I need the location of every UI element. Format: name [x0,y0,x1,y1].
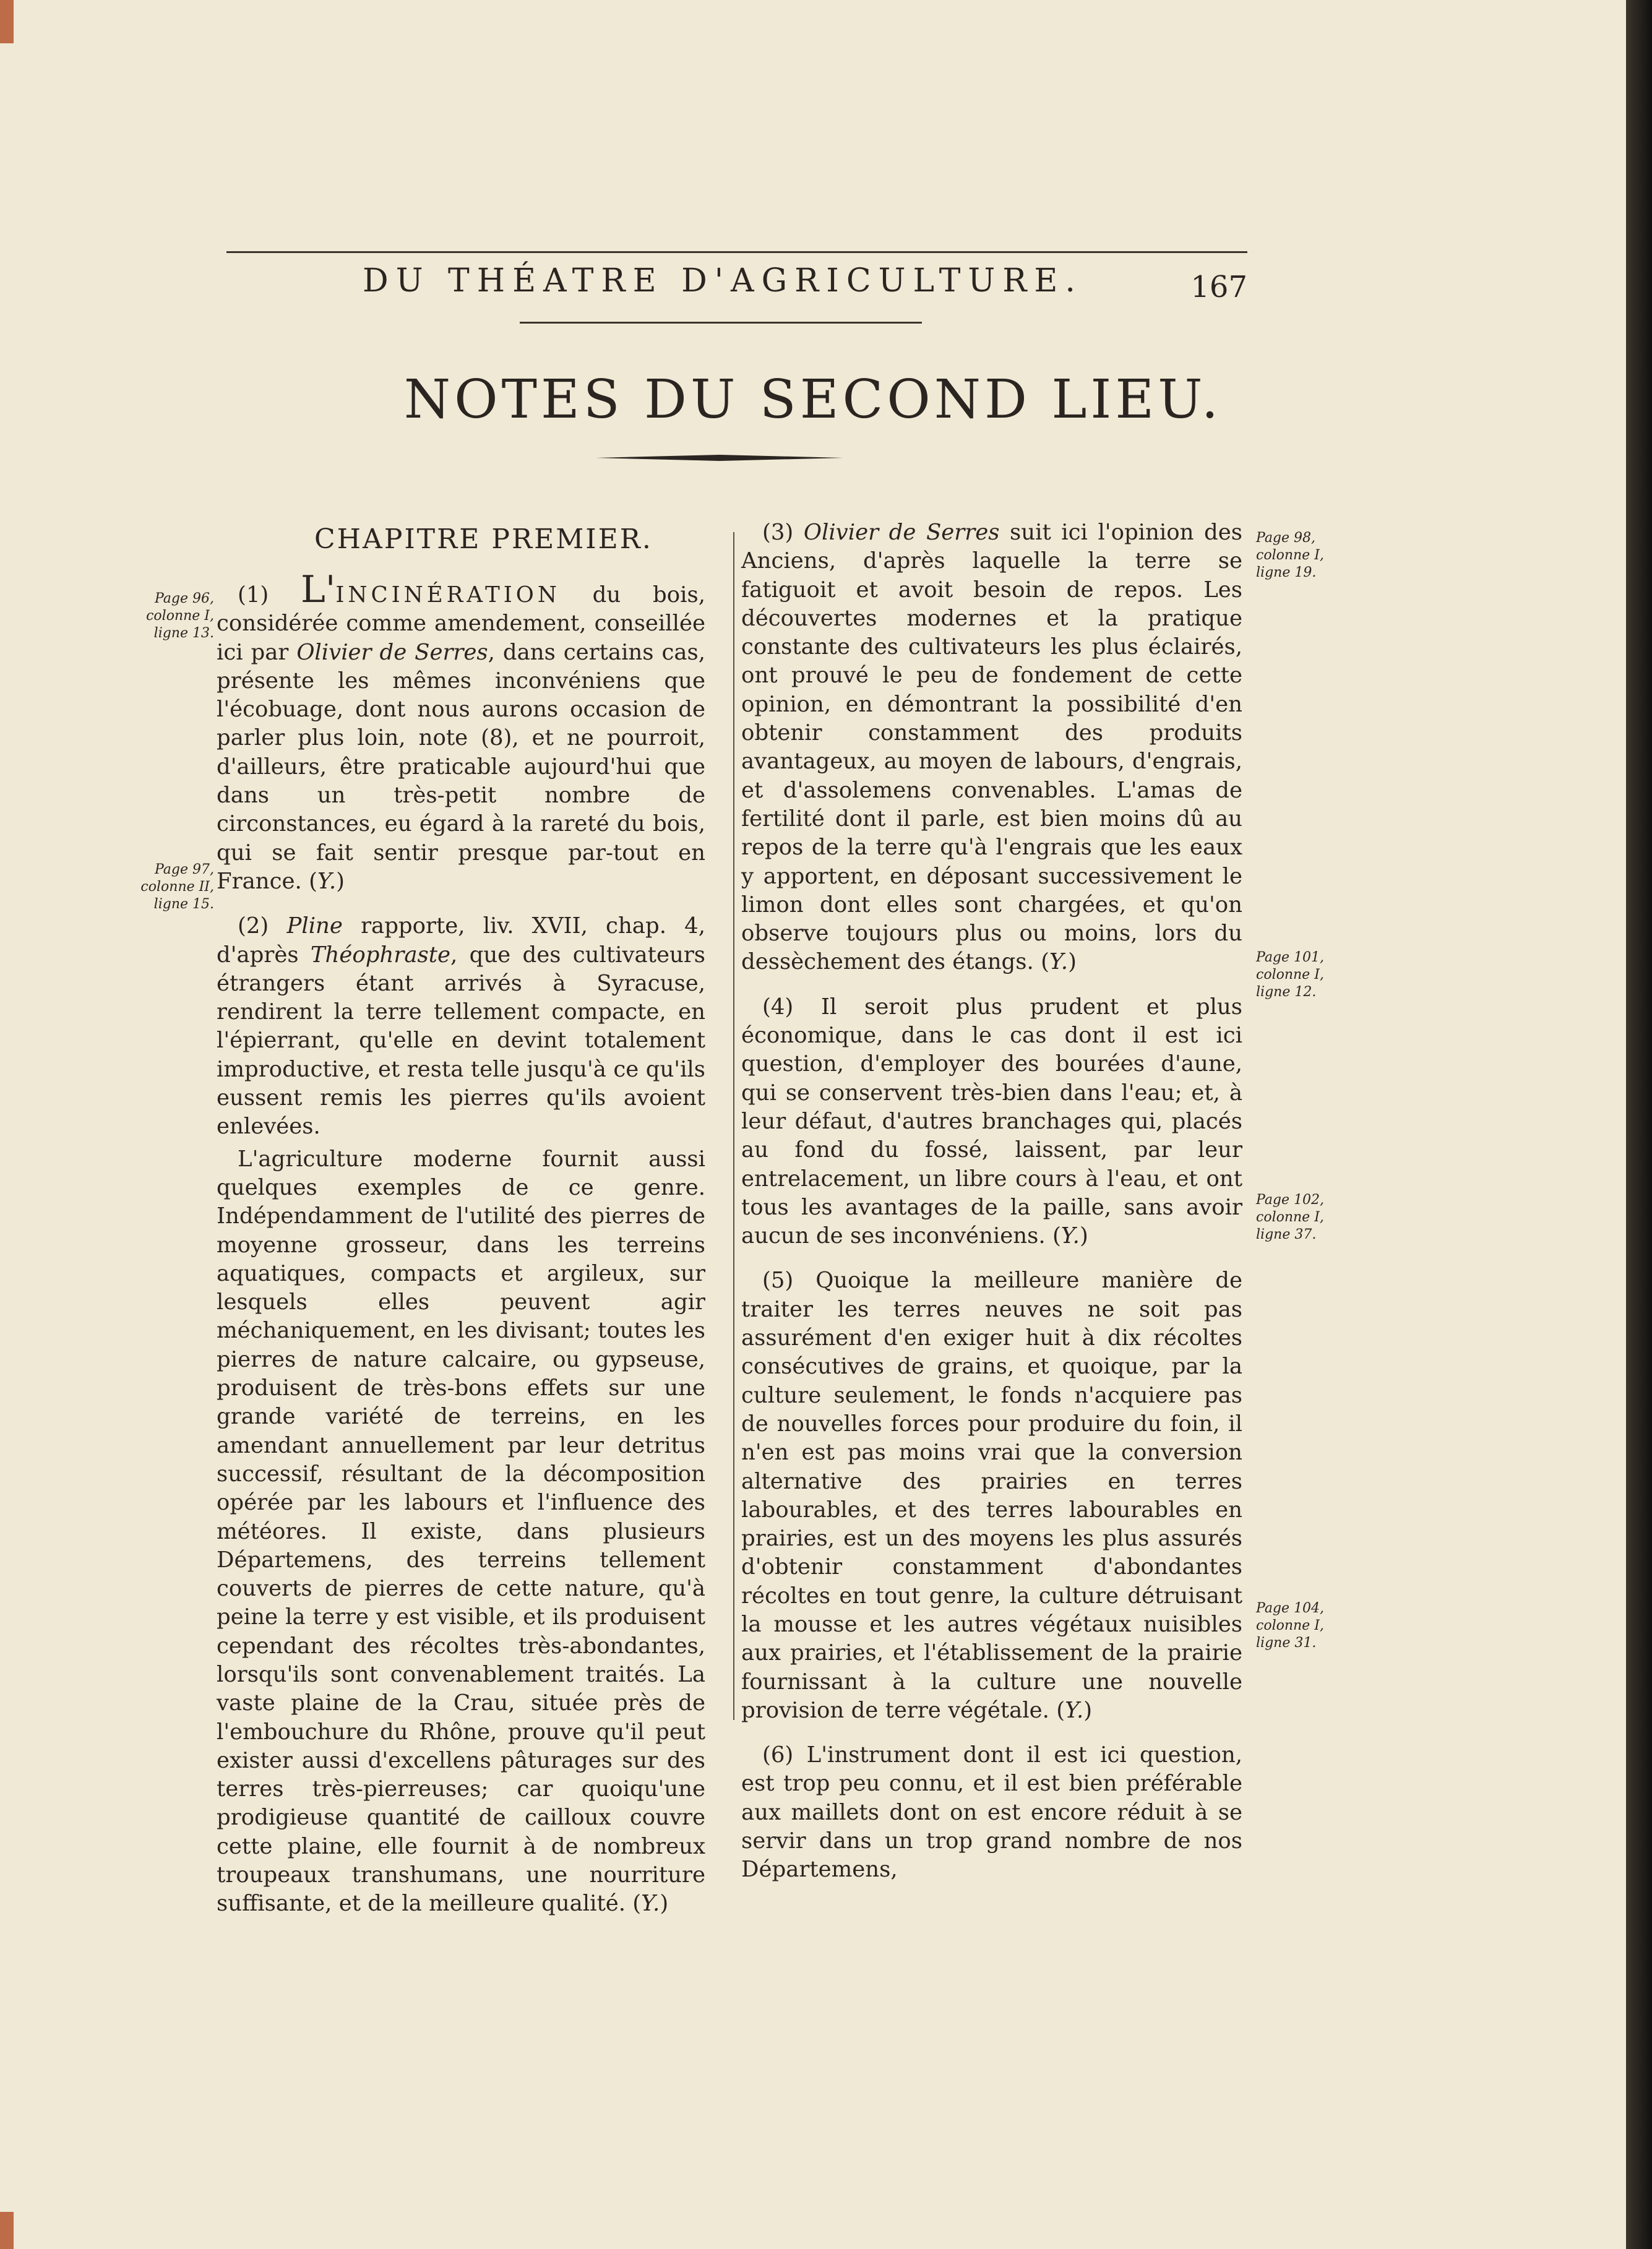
margin-note-6: Page 104, colonne I, ligne 31. [1256,1601,1325,1651]
column-divider [733,532,734,1720]
page-number: 167 [1190,270,1247,304]
margin-note-1: Page 96, colonne I, ligne 13. [146,591,214,641]
margin-note-4: Page 101, colonne I, ligne 12. [1256,950,1325,1000]
note-2: (2) Pline rapporte, liv. XVII, chap. 4, d'après Théophraste, que des cultivateurs étrangers étant arrivés à Syracuse, rendirent la terre tellement compacte, en l'épierrant, qu'elle en devint totalement improductive, et resta telle jusqu'à ce qu'ils eussent remis les pierres qu'ils avoient enlevées. [217,913,706,1140]
note-2-continued: L'agriculture moderne fournit aussi quelques exemples de ce genre. Indépendamment de l'utilité des pierres de moyenne grosseur, dans les terreins aquatiques, compacts et argileux, sur lesquels elles peuvent agir méchaniquement, en les divisant; toutes les pierres de nature calcaire, ou gypseuse, produisent de très-bons effets sur une grande variété de terreins, en les amendant annuellement par leur detritus successif, résultant de la décomposition opérée par les labours et l'influence des météores. Il existe, dans plusieurs Départemens, des terreins tellement couverts de pierres de cette nature, qu'à peine la terre y est visible, et ils produisent cependant des récoltes très-abondantes, lorsqu'ils sont convenablement traités. La vaste plaine de la Crau, située près de l'embouchure du Rhône, prouve qu'il peut exister aussi d'excellens pâturages sur des terres très-pierreuses; car quoiqu'une prodigieuse quantité de cailloux couvre cette plaine, elle fournit à de nombreux troupeaux transhumans, une nourriture suffisante, et de la meilleure qualité. (Y.) [217,1146,705,1917]
left-column [217,568,706,1935]
chapter-title: CHAPITRE PREMIER. [314,523,653,555]
binding-tape-top [0,0,14,43]
ornament-rule-icon [596,452,843,464]
running-title: DU THÉATRE D'AGRICULTURE. [363,262,1083,299]
margin-note-3: Page 98, colonne I, ligne 19. [1256,530,1324,580]
margin-note-2: Page 97, colonne II, ligne 15. [140,862,214,912]
header-rule [226,251,1247,253]
page-title: NOTES DU SECOND LIEU. [403,369,1223,431]
note-4: (4) Il seroit plus prudent et plus économique, dans le cas dont il est ici question, d'employer des bourées d'aune, qui se conservent très-bien dans l'eau; et, à leur défaut, d'autres branchages qui, placés au fond du fossé, laissent, par leur entrelacement, un libre cours à l'eau, et ont tous les avantages de la paille, sans avoir aucun de ses inconvéniens. (Y.) [741,994,1242,1249]
running-head [226,262,1247,312]
note-6: (6) L'instrument dont il est ici question, est trop peu connu, et il est bien préférable aux maillets dont on est encore réduit à se servir dans un trop grand nombre de nos Départemens, [741,1742,1242,1883]
binding-tape-bottom [0,2212,14,2249]
margin-note-5: Page 102, colonne I, ligne 37. [1256,1192,1325,1242]
note-3: (3) Olivier de Serres suit ici l'opinion des Anciens, d'après laquelle la terre se fatiguoit et avoit besoin de repos. Les découvertes modernes et la pratique constante des cultivateurs les plus éclairés, ont prouvé le peu de fondement de cette opinion, en démontrant la possibilité d'en obtenir constamment des produits avantageux, au moyen de labours, d'engrais, et d'assolemens convenables. L'amas de fertilité dont il parle, est bien moins dû au repos de la terre qu'à l'engrais que les eaux y apportent, en déposant successivement le limon dont elles sont chargées, et qu'on observe toujours plus ou moins, lors du dessèchement des étangs. (Y.) [741,520,1242,975]
right-column [741,518,1242,1901]
note-5: (5) Quoique la meilleure manière de traiter les terres neuves ne soit pas assurément d'en exiger huit à dix récoltes consécutives de grains, et quoique, par la culture seulement, le fonds n'acquiere pas de nouvelles forces pour produire du foin, il n'en est pas moins vrai que la conversion alternative des prairies en terres labourables, et des terres labourables en prairies, est un des moyens les plus assurés d'obtenir constamment d'abondantes récoltes en tout genre, la culture détruisant la mousse et les autres végétaux nuisibles aux prairies, et l'établissement de la prairie fournissant à la culture une nouvelle provision de terre végétale. (Y.) [741,1268,1242,1723]
page-edge-shadow [1626,0,1652,2249]
header-subrule [520,322,922,324]
note-1: (1) L'INCINÉRATION du bois, considérée comme amendement, conseillée ici par Olivier de Serres, dans certains cas, présente les mêmes inconvéniens que l'écobuage, dont nous aurons occasion de parler plus loin, note (8), et ne pourroit, d'ailleurs, être praticable aujourd'hui que dans un très-petit nombre de circonstances, eu égard à la rareté du bois, qui se fait sentir presque par-tout en France. (Y.) [217,568,705,894]
